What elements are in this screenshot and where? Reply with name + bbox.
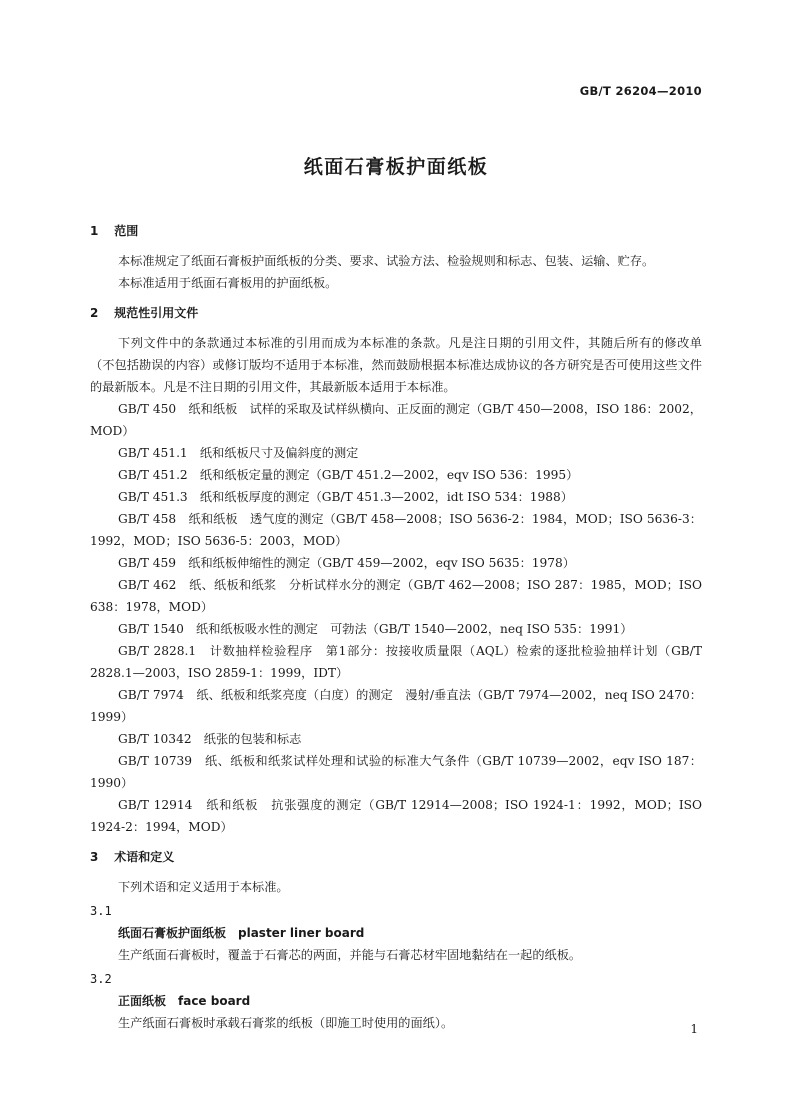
standard-number: GB/T 26204—2010 [579,84,702,98]
reference-item: GB/T 451.2 纸和纸板定量的测定（GB/T 451.2—2002，eqv ISO 536：1995） [118,468,579,482]
document-title: 纸面石膏板护面纸板 [303,156,489,178]
section-heading-scope [90,220,702,242]
reference-item: GB/T 459 纸和纸板伸缩性的测定（GB/T 459—2002，eqv ISO 5635：1978） [118,556,575,570]
section-number: 1 [90,224,99,238]
term-definition: 生产纸面石膏板时承载石膏浆的纸板（即施工时使用的面纸）。 [118,1016,454,1030]
reference-item: GB/T 458 纸和纸板 透气度的测定（GB/T 458—2008；ISO 5636-2：1984，MOD；ISO 5636-3：1992，MOD；ISO 5636-5：2003，MOD） [90,512,702,548]
section-number: 3 [90,850,99,864]
references-intro: 下列文件中的条款通过本标准的引用而成为本标准的条款。凡是注日期的引用文件，其随后所有的修改单（不包括勘误的内容）或修订版均不适用于本标准，然而鼓励根据本标准达成协议的各方研究是否可使用这些文件的最新版本。凡是不注日期的引用文件，其最新版本适用于本标准。 [90,336,702,394]
section-title: 范围 [114,224,139,238]
reference-item: GB/T 451.1 纸和纸板尺寸及偏斜度的测定 [118,446,359,460]
scope-paragraph: 本标准规定了纸面石膏板护面纸板的分类、要求、试验方法、检验规则和标志、包装、运输、贮存。 [118,254,655,268]
term-number: 3.1 [90,904,112,918]
reference-item: GB/T 451.3 纸和纸板厚度的测定（GB/T 451.3—2002，idt ISO 534：1988） [118,490,573,504]
document-body [90,220,702,1034]
page-number: 1 [690,1022,698,1036]
reference-item: GB/T 462 纸、纸板和纸浆 分析试样水分的测定（GB/T 462—2008；ISO 287：1985，MOD；ISO 638：1978，MOD） [90,578,702,614]
reference-item: GB/T 10739 纸、纸板和纸浆试样处理和试验的标准大气条件（GB/T 10739—2002，eqv ISO 187：1990） [90,754,702,790]
term-name: 正面纸板 face board [118,994,251,1008]
section-title: 术语和定义 [114,850,175,864]
term-number: 3.2 [90,972,112,986]
section-heading-references [90,302,702,324]
reference-item: GB/T 12914 纸和纸板 抗张强度的测定（GB/T 12914—2008；ISO 1924-1：1992，MOD；ISO 1924-2：1994，MOD） [90,798,702,834]
reference-item: GB/T 2828.1 计数抽样检验程序 第1部分：按接收质量限（AQL）检索的逐批检验抽样计划（GB/T 2828.1—2003，ISO 2859-1：1999，IDT） [90,644,702,680]
reference-item: GB/T 10342 纸张的包装和标志 [118,732,302,746]
term-name: 纸面石膏板护面纸板 plaster liner board [118,926,365,940]
terms-intro: 下列术语和定义适用于本标准。 [118,880,289,894]
reference-item: GB/T 7974 纸、纸板和纸浆亮度（白度）的测定 漫射/垂直法（GB/T 7974—2002，neq ISO 2470：1999） [90,688,702,724]
term-definition: 生产纸面石膏板时，覆盖于石膏芯的两面，并能与石膏芯材牢固地黏结在一起的纸板。 [118,948,582,962]
reference-item: GB/T 450 纸和纸板 试样的采取及试样纵横向、正反面的测定（GB/T 450—2008，ISO 186：2002，MOD） [90,402,702,438]
scope-paragraph: 本标准适用于纸面石膏板用的护面纸板。 [118,276,338,290]
section-heading-terms [90,846,702,868]
section-number: 2 [90,306,99,320]
section-title: 规范性引用文件 [114,306,199,320]
reference-item: GB/T 1540 纸和纸板吸水性的测定 可勃法（GB/T 1540—2002，neq ISO 535：1991） [118,622,633,636]
